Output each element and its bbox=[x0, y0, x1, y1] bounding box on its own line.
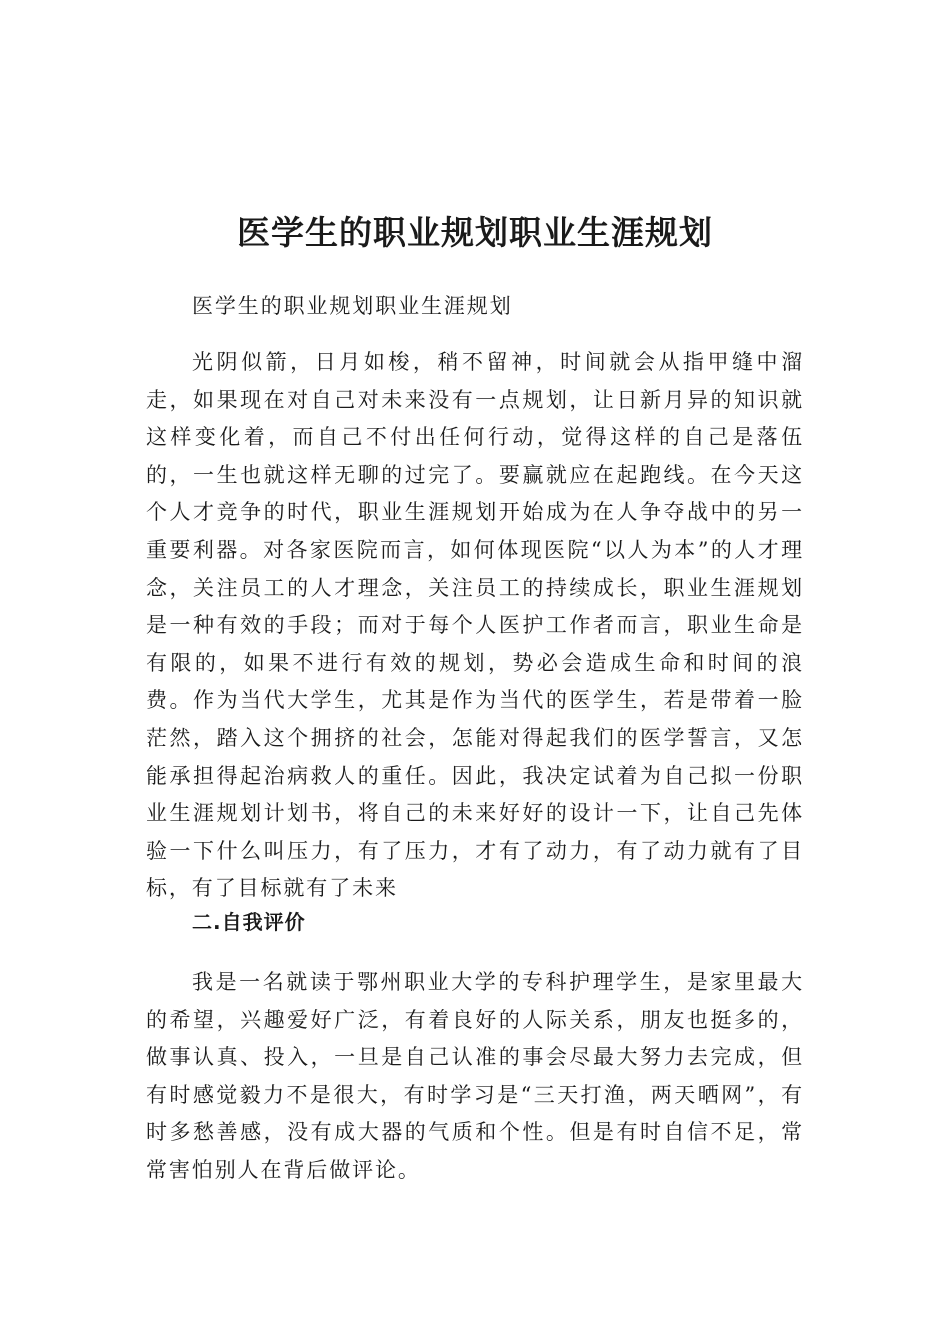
document-subtitle: 医学生的职业规划职业生涯规划 bbox=[192, 294, 513, 318]
section-heading-self-evaluation: 二.自我评价 bbox=[192, 910, 306, 934]
self-evaluation-paragraph: 我是一名就读于鄂州职业大学的专科护理学生，是家里最大的希望，兴趣爱好广泛，有着良好的人际关系，朋友也挺多的，做事认真、投入，一旦是自己认准的事会尽最大努力去完成，但有时感觉毅力不是很大，有时学习是“三天打渔，两天晒网”，有时多愁善感，没有成大器的气质和个性。但是有时自信不足，常常害怕别人在背后做评论。 bbox=[146, 970, 804, 1182]
document-title: 医学生的职业规划职业生涯规划 bbox=[237, 213, 713, 252]
intro-paragraph: 光阴似箭，日月如梭，稍不留神，时间就会从指甲缝中溜走，如果现在对自己对未来没有一点规划，让日新月异的知识就这样变化着，而自己不付出任何行动，觉得这样的自己是落伍的，一生也就这样无聊的过完了。要赢就应在起跑线。在今天这个人才竞争的时代，职业生涯规划开始成为在人争夺战中的另一重要利器。对各家医院而言，如何体现医院“以人为本”的人才理念，关注员工的人才理念，关注员工的持续成长，职业生涯规划是一种有效的手段；而对于每个人医护工作者而言，职业生命是有限的，如果不进行有效的规划，势必会造成生命和时间的浪费。作为当代大学生，尤其是作为当代的医学生，若是带着一脸茫然，踏入这个拥挤的社会，怎能对得起我们的医学誓言，又怎能承担得起治病救人的重任。因此，我决定试着为自己拟一份职业生涯规划计划书，将自己的未来好好的设计一下，让自己先体验一下什么叫压力，有了压力，才有了动力，有了动力就有了目标，有了目标就有了未来 bbox=[146, 350, 804, 901]
